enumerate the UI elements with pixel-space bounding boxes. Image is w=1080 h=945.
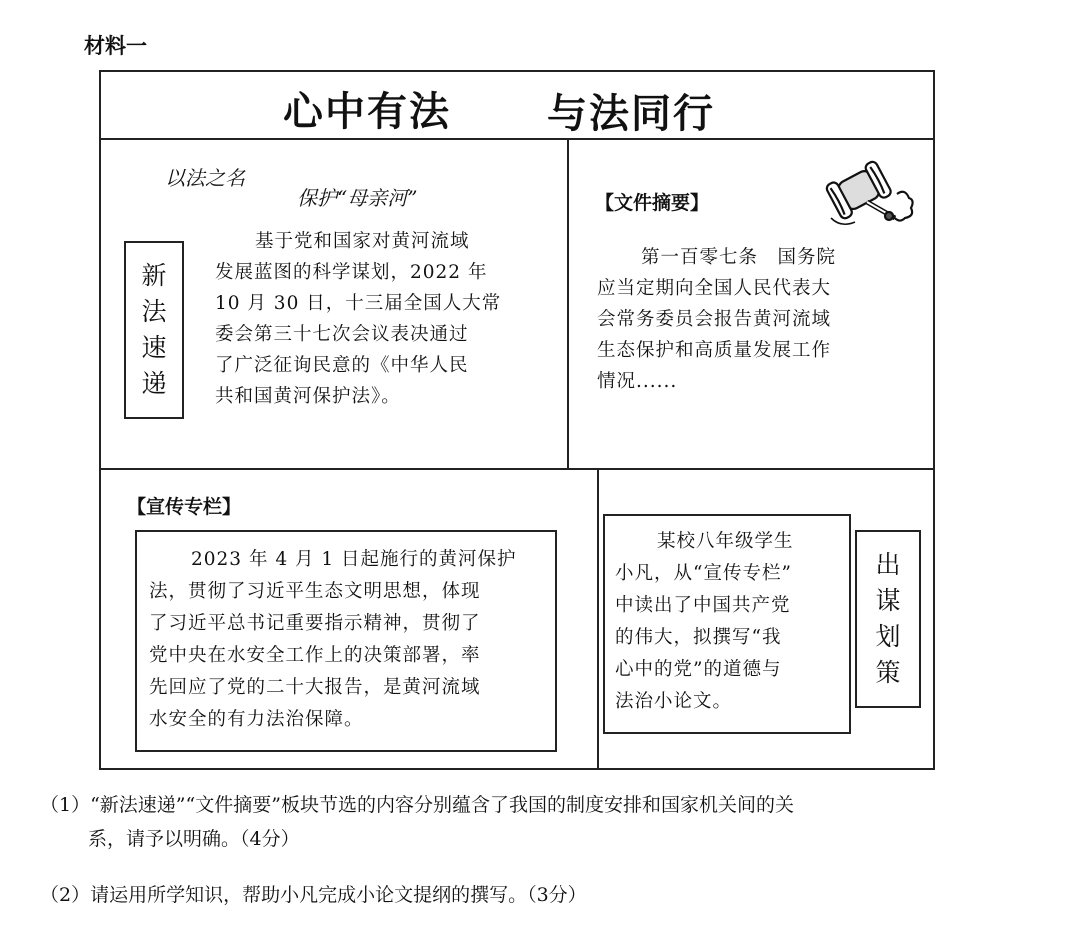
doc-summary-text: 第一百零七条 国务院 应当定期向全国人民代表大 会常务委员会报告黄河流域 生态保护和高质量发展工作 情况...... [597, 247, 837, 392]
question-1-line-2: 系，请予以明确。（4分） [88, 828, 300, 850]
board-title-left: 心中有法 [283, 89, 451, 135]
material-label: 材料一 [84, 34, 147, 58]
publicity-tag: 【宣传专栏】 [127, 496, 242, 518]
question-2: （2）请运用所学知识，帮助小凡完成小论文提纲的撰写。（3分） [40, 884, 587, 906]
advice-panel [599, 470, 933, 768]
doc-summary-panel [569, 138, 933, 468]
publicity-panel [101, 470, 597, 768]
advice-side-label: 出 谋 划 策 [855, 530, 921, 708]
doc-summary-tag: 【文件摘要】 [595, 192, 710, 214]
new-law-panel [101, 138, 567, 468]
question-1-line-1: （1）“新法速递”“文件摘要”板块节选的内容分别蕴含了我国的制度安排和国家机关间的关 [40, 794, 794, 816]
question-1 [40, 788, 1060, 856]
publicity-text: 2023 年 4 月 1 日起施行的黄河保护 法，贯彻了习近平生态文明思想，体现 了习近平总书记重要指示精神，贯彻了 党中央在水安全工作上的决策部署，率 先回应了党的二十大报告，是黄河流域 水安全的有力法治保障。 [149, 549, 517, 730]
gavel-icon [817, 158, 917, 238]
publicity-box [135, 530, 557, 752]
advice-text: 某校八年级学生 小凡，从“宣传专栏” 中读出了中国共产党 的伟大，拟撰写“我 心中的党”的道德与 法治小论文。 [615, 531, 794, 712]
advice-box [603, 514, 851, 734]
new-law-text: 基于党和国家对黄河流域 发展蓝图的科学谋划，2022 年 10 月 30 日，十三届全国人大常 委会第三十七次会议表决通过 了广泛征询民意的《中华人民 共和国黄河保护法》。 [215, 231, 502, 407]
board-title-right: 与法同行 [547, 91, 715, 137]
new-law-heading-1: 以法之名 [165, 166, 245, 190]
poster-board [99, 70, 935, 770]
new-law-side-label: 新 法 速 递 [124, 241, 184, 419]
board-title [101, 72, 933, 140]
new-law-heading-2: 保护“母亲河” [297, 186, 418, 210]
